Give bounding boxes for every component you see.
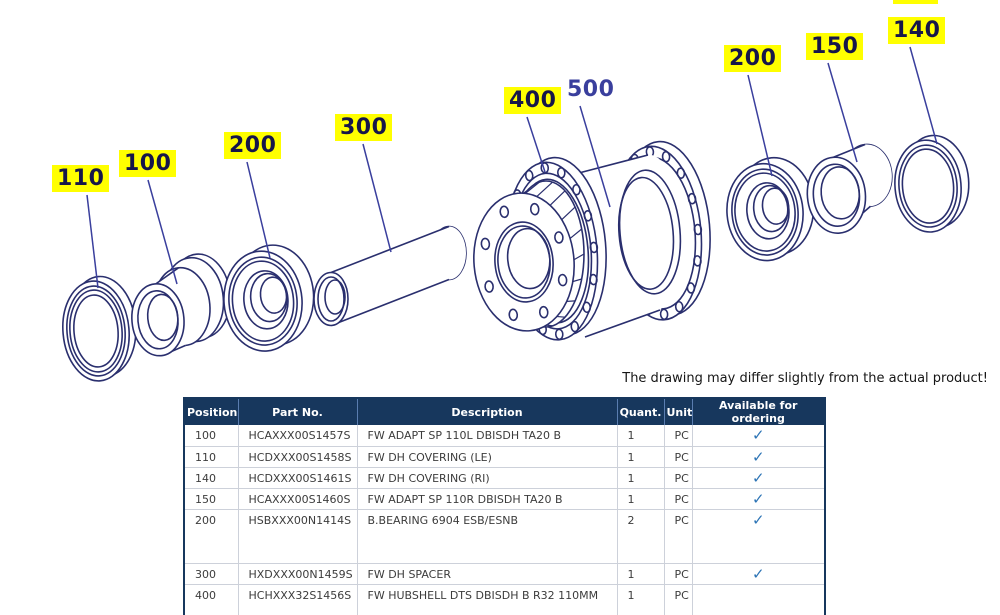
cell-unit: PC [664,425,692,446]
table-row [184,584,825,615]
cell-part-no: HCDXXX00S1461S [238,467,357,488]
col-header-available: Available for ordering [692,398,825,425]
cell-quantity: 1 [617,563,664,584]
part-300-spacer [314,227,466,326]
part-110-covering [58,274,140,384]
leader-line [828,63,857,162]
cell-unit: PC [664,509,692,563]
cell-position: 200 [184,509,238,563]
part-label-200: 200 [724,45,781,72]
cell-part-no: HCHXXX32S1456S [238,584,357,615]
parts-table-body [184,425,825,615]
cell-quantity: 1 [617,584,664,615]
table-row [184,488,825,509]
cell-unit: PC [664,467,692,488]
cell-quantity: 1 [617,446,664,467]
available-check-icon: ✓ [692,509,825,563]
cell-description: FW ADAPT SP 110L DBISDH TA20 B [357,425,617,446]
table-header-row [184,398,825,425]
cell-position: 400 [184,584,238,615]
available-check-icon: ✓ [692,446,825,467]
leader-line [910,47,937,144]
cell-quantity: 1 [617,467,664,488]
part-label-300: 300 [335,114,392,141]
leader-line [148,180,177,284]
cell-unit: PC [664,446,692,467]
cell-position: 300 [184,563,238,584]
cell-part-no: HSBXXX00N1414S [238,509,357,563]
part-200-bearing-left [219,242,318,354]
cell-position: 100 [184,425,238,446]
part-140-covering [891,133,973,235]
cell-part-no: HXDXXX00N1459S [238,563,357,584]
cell-position: 110 [184,446,238,467]
cell-description: FW DH COVERING (RI) [357,467,617,488]
cell-unit: PC [664,584,692,615]
cell-description: FW DH COVERING (LE) [357,446,617,467]
part-label-500: 500 [567,77,615,102]
col-header-description: Description [357,398,617,425]
cell-unit: PC [664,488,692,509]
available-check-icon: ✓ [692,488,825,509]
part-label-200: 200 [224,132,281,159]
available-check-icon: ✓ [692,425,825,446]
cell-part-no: HCDXXX00S1458S [238,446,357,467]
cell-description: B.BEARING 6904 ESB/ESNB [357,509,617,563]
parts-table [183,397,826,615]
cell-quantity: 1 [617,488,664,509]
available-check-icon: ✓ [692,467,825,488]
table-row [184,509,825,563]
leader-line [363,144,391,252]
cell-description: FW DH SPACER [357,563,617,584]
cell-description: FW HUBSHELL DTS DBISDH B R32 110MM [357,584,617,615]
cell-position: 140 [184,467,238,488]
part-150-adapter [803,142,896,235]
cell-position: 150 [184,488,238,509]
cell-quantity: 1 [617,425,664,446]
table-row [184,563,825,584]
part-label-150: 150 [806,33,863,60]
table-row [184,446,825,467]
part-label-110: 110 [52,165,109,192]
cell-available-empty [692,584,825,615]
table-row [184,425,825,446]
part-100-adapter [127,252,235,358]
cell-description: FW ADAPT SP 110R DBISDH TA20 B [357,488,617,509]
cell-part-no: HCAXXX00S1460S [238,488,357,509]
part-label-100: 100 [119,150,176,177]
table-row [184,467,825,488]
col-header-quantity: Quant. [617,398,664,425]
col-header-position: Position [184,398,238,425]
cell-unit: PC [664,563,692,584]
col-header-unit: Unit [664,398,692,425]
cutoff-label-sliver [893,0,938,4]
disclaimer-text: The drawing may differ slightly from the actual product! [622,371,988,386]
cell-quantity: 2 [617,509,664,563]
cell-part-no: HCAXXX00S1457S [238,425,357,446]
available-check-icon: ✓ [692,563,825,584]
col-header-part-no: Part No. [238,398,357,425]
leader-line [247,162,270,258]
leader-line [87,195,98,288]
part-label-140: 140 [888,17,945,44]
part-label-400: 400 [504,87,561,114]
